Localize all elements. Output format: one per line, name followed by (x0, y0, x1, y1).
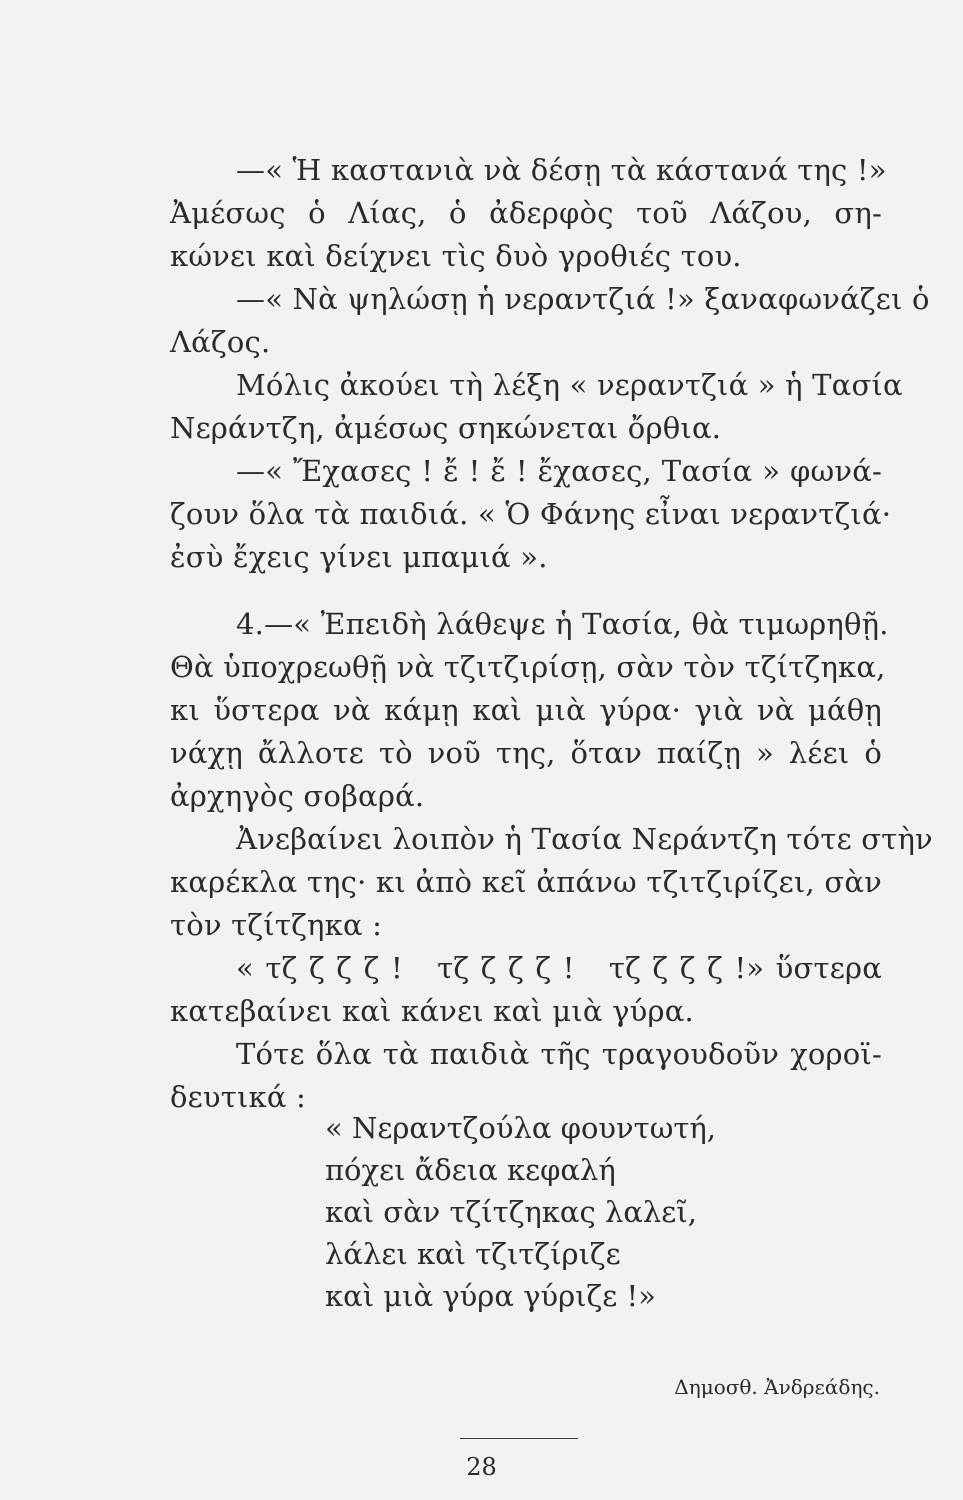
text-line-20: κατεβαίνει καὶ κάνει καὶ μιὰ γύρα. (170, 994, 694, 1028)
text-line-13: κι ὕστερα νὰ κάμῃ καὶ μιὰ γύρα· γιὰ νὰ μάθῃ (170, 693, 882, 727)
poem-line-4: λάλει καὶ τζιτζίριζε (325, 1237, 621, 1271)
text-line-5: Λάζος. (170, 325, 271, 359)
text-line-15: ἀρχηγὸς σοβαρά. (170, 779, 425, 813)
text-line-18: τὸν τζίτζηκα : (170, 908, 383, 942)
text-line-2: Ἀμέσως ὁ Λίας, ὁ ἀδερφὸς τοῦ Λάζου, ση- (170, 196, 882, 230)
text-line-1: —« Ἡ καστανιὰ νὰ δέσῃ τὰ κάστανά της !» (236, 153, 887, 187)
text-line-7: Νεράντζη, ἀμέσως σηκώνεται ὄρθια. (170, 411, 722, 445)
text-line-22: δευτικά : (170, 1080, 307, 1114)
text-line-12: Θὰ ὑποχρεωθῇ νὰ τζιτζιρίσῃ, σὰν τὸν τζίτζηκα, (170, 650, 886, 684)
text-line-21: Τότε ὅλα τὰ παιδιὰ τῆς τραγουδοῦν χοροϊ- (236, 1037, 882, 1071)
text-line-14: νάχῃ ἄλλοτε τὸ νοῦ της, ὅταν παίζῃ » λέει ὁ (170, 736, 882, 770)
text-line-6: Μόλις ἀκούει τὴ λέξη « νεραντζιά » ἡ Τασία (236, 368, 903, 402)
text-line-8: —« Ἔχασες ! ἔ ! ἔ ! ἔχασες, Τασία » φωνά- (236, 454, 882, 488)
poem-line-3: καὶ σὰν τζίτζηκας λαλεῖ, (325, 1195, 697, 1229)
poem-line-1: « Νεραντζούλα φουντωτή, (325, 1111, 717, 1145)
author-signature: Δημοσθ. Ἀνδρεάδης. (674, 1375, 880, 1399)
text-line-17: καρέκλα της· κι ἀπὸ κεῖ ἀπάνω τζιτζιρίζει, σὰν (170, 865, 882, 899)
text-line-4: —« Νὰ ψηλώσῃ ἡ νεραντζιά !» ξαναφωνάζει ὁ (236, 282, 930, 316)
page-number: 28 (466, 1453, 497, 1481)
text-line-16: Ἀνεβαίνει λοιπὸν ἡ Τασία Νεράντζη τότε στὴν (236, 822, 933, 856)
text-line-3: κώνει καὶ δείχνει τὶς δυὸ γροθιές του. (170, 239, 742, 273)
separator-rule (460, 1438, 578, 1439)
text-line-9: ζουν ὅλα τὰ παιδιά. « Ὁ Φάνης εἶναι νεραντζιά· (170, 497, 892, 531)
text-line-10: ἐσὺ ἔχεις γίνει μπαμιά ». (170, 540, 548, 574)
text-line-11: 4.—« Ἐπειδὴ λάθεψε ἡ Τασία, θὰ τιμωρηθῇ. (236, 607, 889, 641)
poem-line-5: καὶ μιὰ γύρα γύριζε !» (325, 1279, 656, 1313)
poem-line-2: πόχει ἄδεια κεφαλή (325, 1153, 616, 1187)
text-line-19: « τζ ζ ζ ζ ! τζ ζ ζ ζ ! τζ ζ ζ ζ !» ὕστερα (236, 951, 882, 985)
